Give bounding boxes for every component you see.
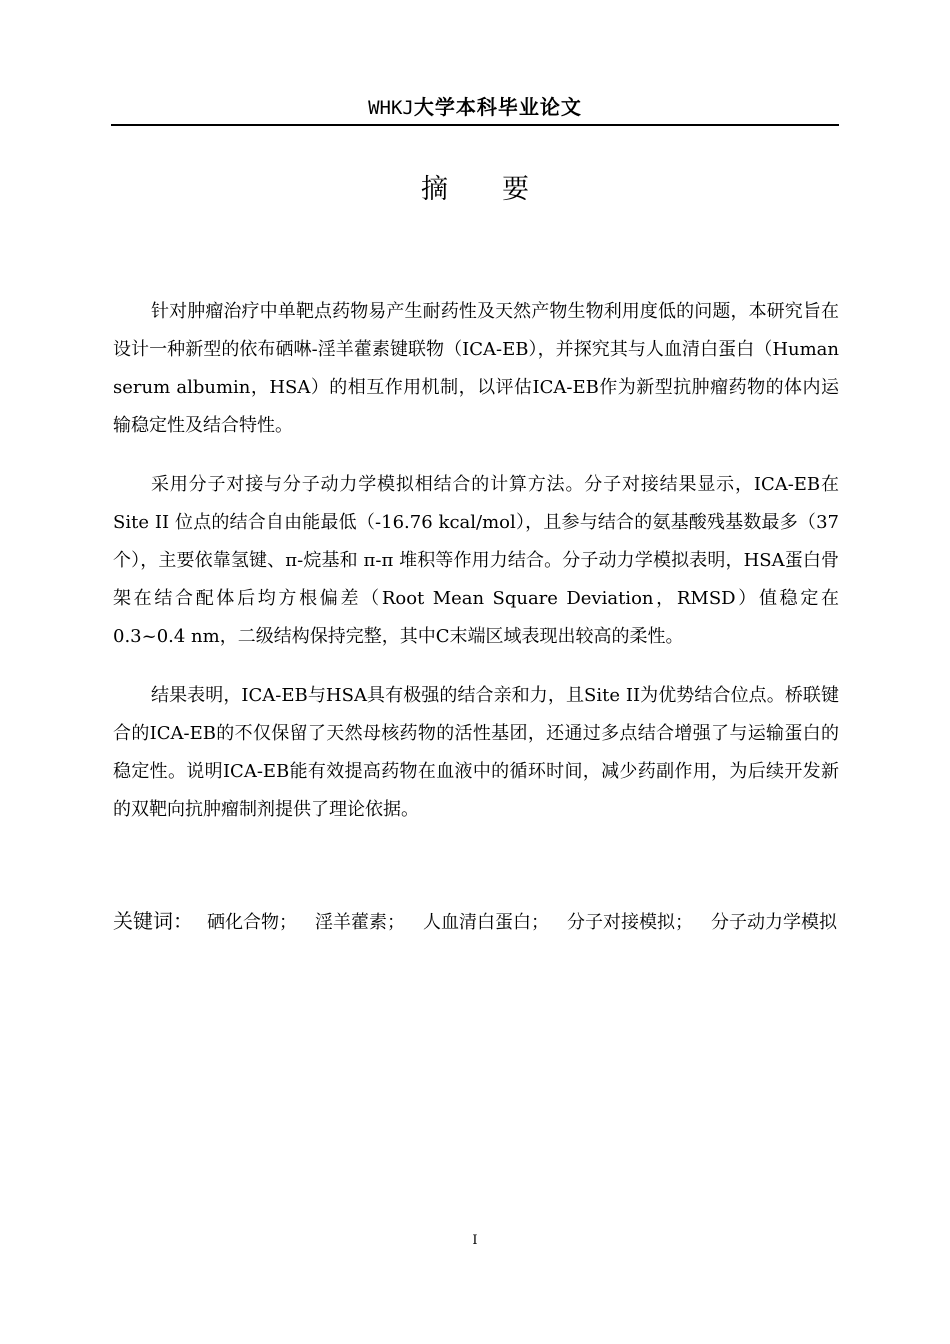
header-latin-text: WHKJ	[368, 97, 414, 119]
abstract-body	[113, 293, 839, 850]
keyword-item: 分子动力学模拟	[711, 912, 837, 933]
keyword-item: 分子对接模拟；	[567, 912, 693, 933]
keyword-item: 淫羊藿素；	[315, 912, 405, 933]
keyword-item: 人血清白蛋白；	[423, 912, 549, 933]
keywords-label: 关键词：	[113, 909, 193, 933]
abstract-paragraph-2: 采用分子对接与分子动力学模拟相结合的计算方法。分子对接结果显示，ICA-EB在 Site II 位点的结合自由能最低（-16.76 kcal/mol），且参与结合的氨基酸残基数最多（37 个），主要依靠氢键、π-烷基和 π-π 堆积等作用力结合。分子动力学模拟表明，HSA蛋白骨架在结合配体后均方根偏差（Root Mean Square Deviation，RMSD）值稳定在0.3~0.4 nm，二级结构保持完整，其中C末端区域表现出较高的柔性。	[113, 474, 839, 647]
keywords-section	[113, 900, 839, 944]
abstract-title: 摘要	[421, 174, 583, 205]
page-header	[111, 93, 839, 122]
keyword-item: 硒化合物；	[207, 912, 297, 933]
header-title-text: 大学本科毕业论文	[413, 95, 582, 119]
page-number: I	[472, 1233, 478, 1248]
header-rule	[111, 124, 839, 126]
abstract-paragraph-3: 结果表明，ICA-EB与HSA具有极强的结合亲和力，且Site II为优势结合位点。桥联键合的ICA-EB的不仅保留了天然母核药物的活性基团，还通过多点结合增强了与运输蛋白的稳定性。说明ICA-EB能有效提高药物在血液中的循环时间，减少药副作用，为后续开发新的双靶向抗肿瘤制剂提供了理论依据。	[113, 685, 839, 820]
abstract-paragraph-1: 针对肿瘤治疗中单靶点药物易产生耐药性及天然产物生物利用度低的问题，本研究旨在设计一种新型的依布硒啉-淫羊藿素键联物（ICA-EB），并探究其与人血清白蛋白（Human serum albumin，HSA）的相互作用机制，以评估ICA-EB作为新型抗肿瘤药物的体内运输稳定性及结合特性。	[113, 301, 839, 436]
